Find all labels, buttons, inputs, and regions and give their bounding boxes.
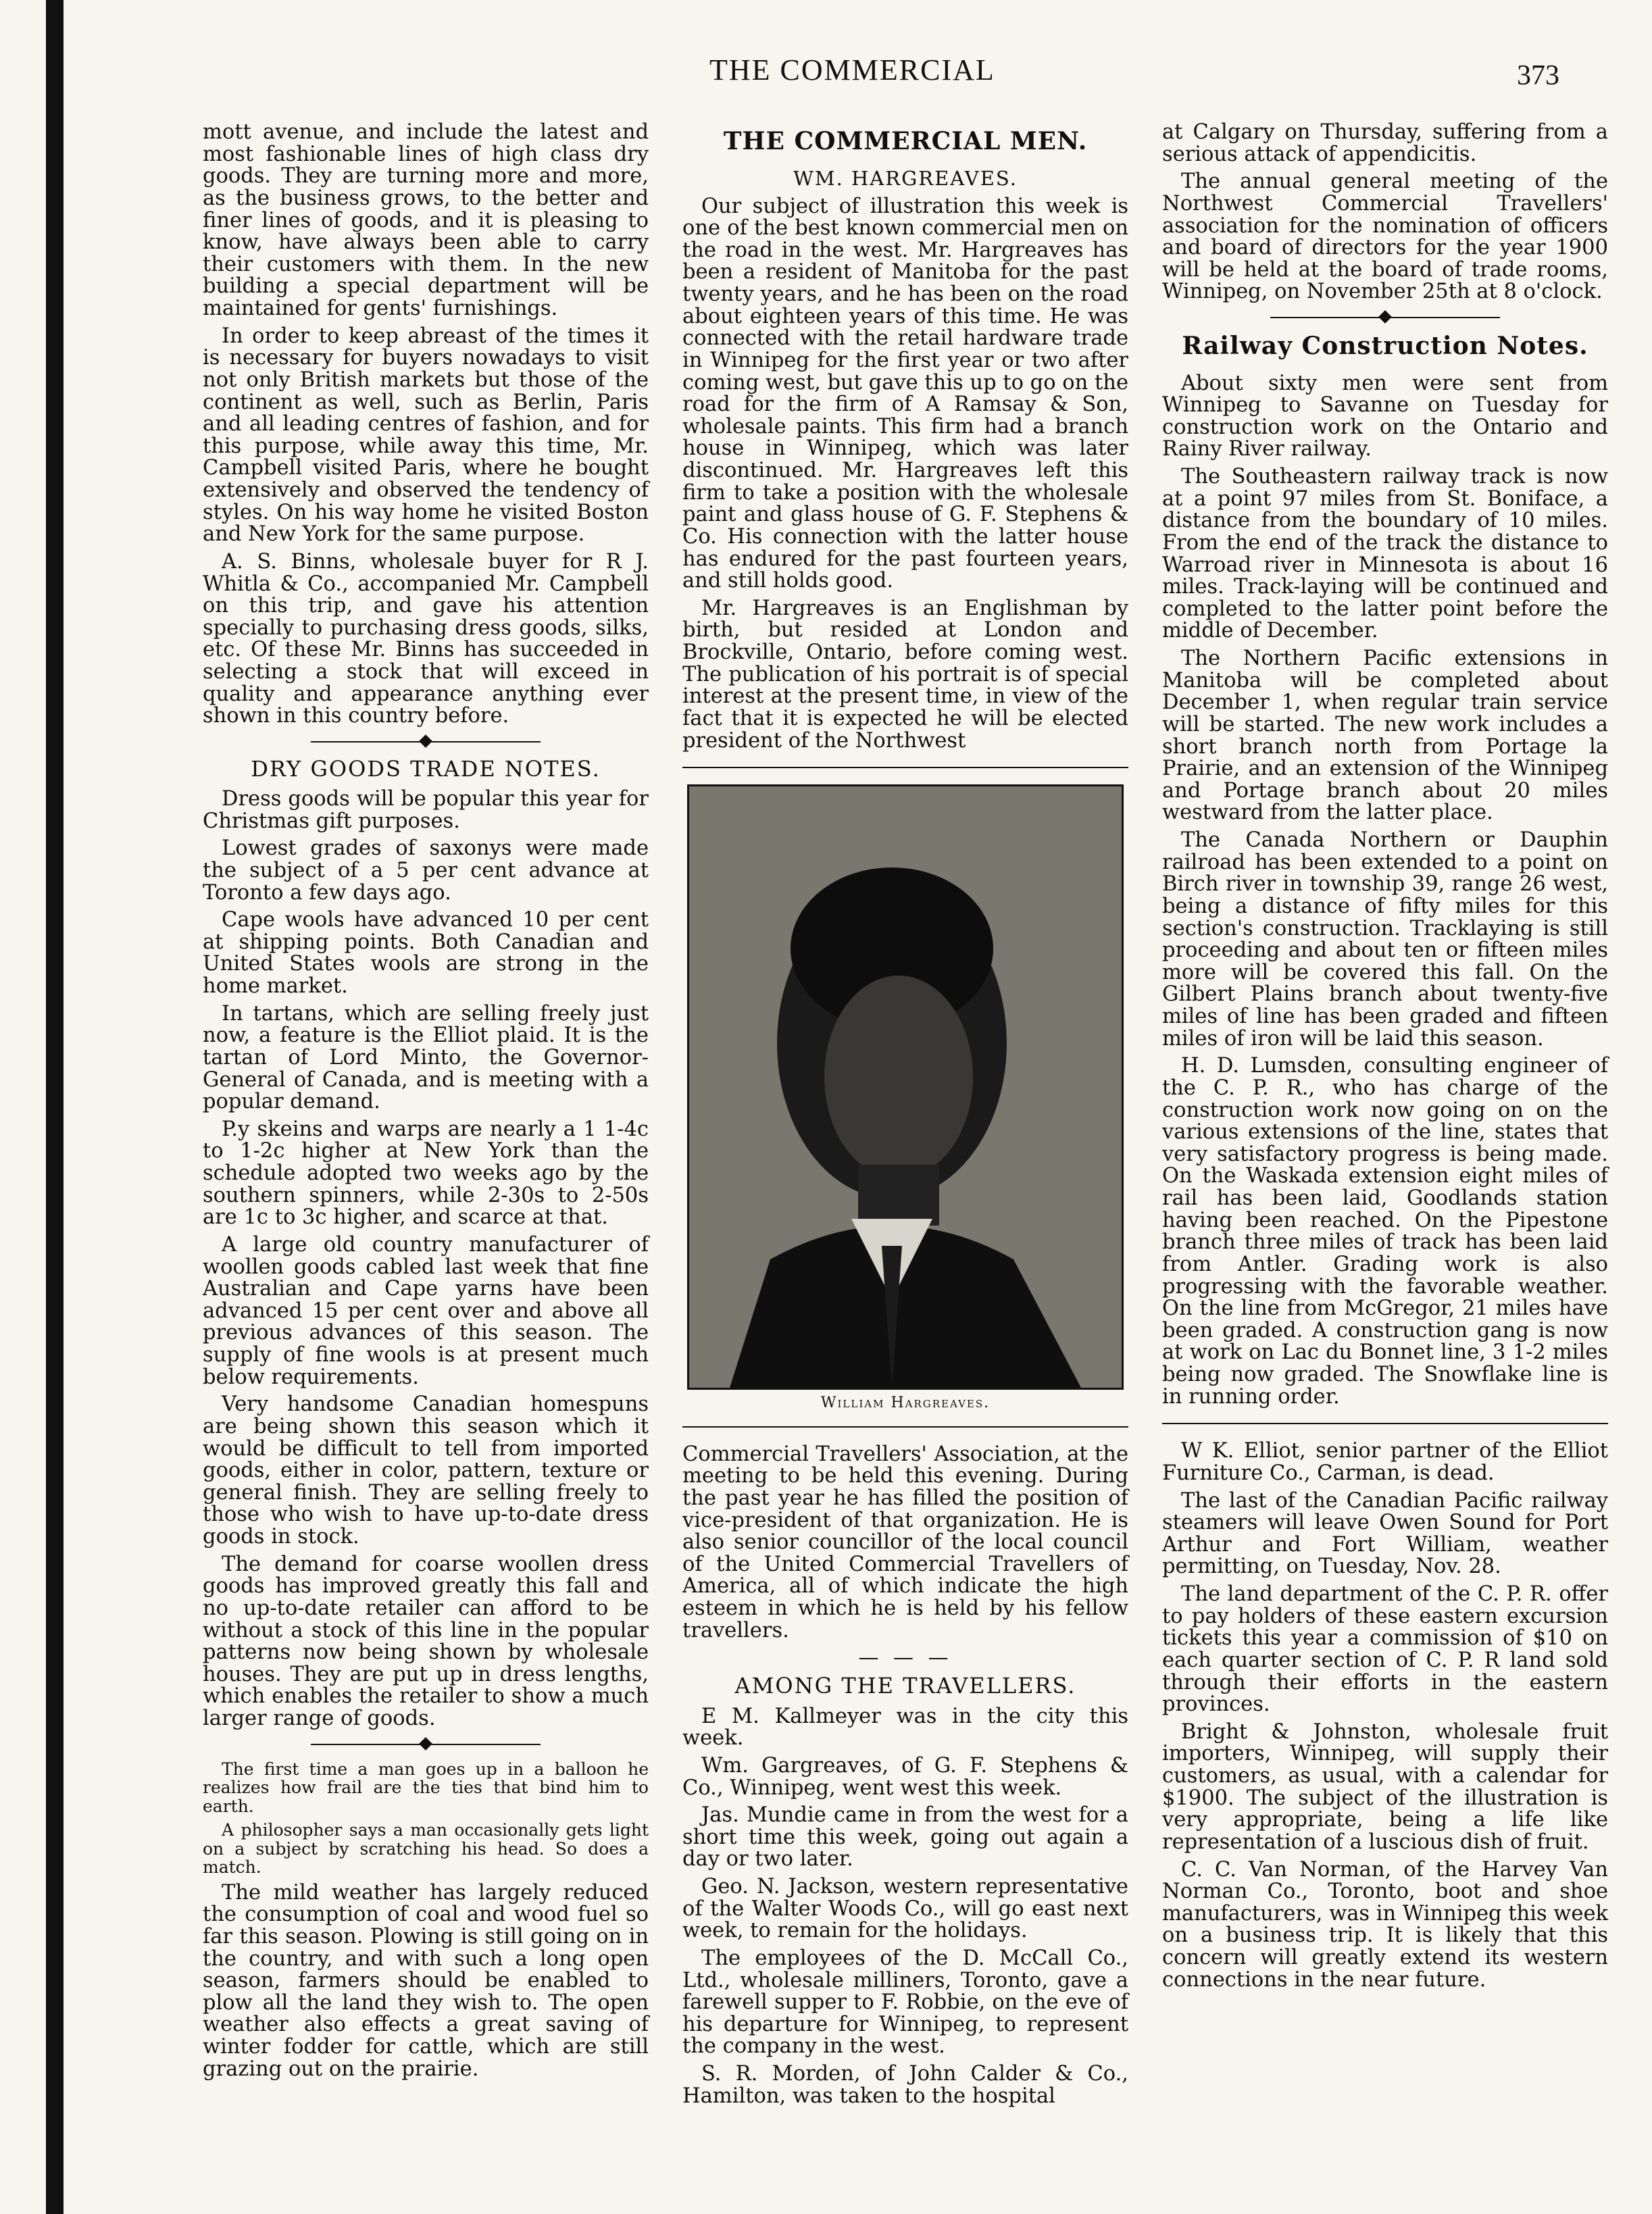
column-left	[203, 122, 649, 2086]
paragraph: The annual general meeting of the Northwest Commercial Travellers' association for the nomination of officers and board of directors for the year 1900 will be held at the board of trade rooms, Winnipeg, on November 25th at 8 o'clock.	[1162, 170, 1608, 304]
paragraph: A. S. Binns, wholesale buyer for R J. Whitla & Co., accompanied Mr. Campbell on this trip, and gave his attention specially to purchasing dress goods, silks, etc. Of these Mr. Binns has succeeded in selecting a stock that will exceed in quality and appearance anything ever shown in this country before.	[203, 549, 649, 728]
section-separator	[203, 733, 649, 751]
section-heading-travellers: AMONG THE TRAVELLERS.	[734, 1673, 1076, 1699]
news-item: The demand for coarse woollen dress goods has improved greatly this fall and no up-to-date retailer can afford to be without a stock of this line in the popular patterns now being shown by wholesale houses. They are put up in dress lengths, which enables the retailer to show a much larger range of goods.	[203, 1552, 649, 1731]
news-item: Dress goods will be popular this year for Christmas gift purposes.	[203, 787, 649, 833]
paragraph: Mr. Hargreaves is an Englishman by birth, but resided at London and Brockville, Ontario, before coming west. The publication of his portrait is of special interest at the present time, in view of the fact that it is expected he will be elected president of the Northwest	[682, 596, 1128, 753]
publication-title: THE COMMERCIAL	[709, 53, 995, 86]
section-separator	[1162, 309, 1608, 326]
news-item: The land department of the C. P. R. offer to pay holders of these eastern excursion tickets this year a commission of $10 on each quarter section of C. P. R land sold through their efforts in the eastern provinces.	[1162, 1582, 1608, 1717]
news-item: A large old country manufacturer of woollen goods cabled last week that fine Australian and Cape yarns have been advanced 15 per cent over and above all previous advances of this season. The supply of fine wools is at present much below requirements.	[203, 1232, 649, 1389]
filler-item: A philosopher says a man occasionally gets light on a subject by scratching his head. So does a match.	[203, 1820, 649, 1878]
section-separator: — — —	[858, 1646, 953, 1670]
news-item: Lowest grades of saxonys were made the subject of a 5 per cent advance at Toronto a few days ago.	[203, 836, 649, 905]
paragraph: Our subject of illustration this week is one of the best known commercial men on the road in the west. Mr. Hargreaves has been a resident of Manitoba for the past twenty years, and he has been on the road about eighteen years of this time. He was connected with the retail hardware trade in Winnipeg for the first year or two after coming west, but gave this up to go on the road for the firm of A Ramsay & Son, wholesale paints. This firm had a branch house in Winnipeg, which was later discontinued. Mr. Hargreaves left this firm to take a position with the wholesale paint and glass house of G. F. Stephens & Co. His connection with the latter house has endured for the past fourteen years, and still holds good.	[682, 194, 1128, 593]
page-header	[0, 53, 1652, 107]
news-item: The Canada Northern or Dauphin railroad has been extended to a point on Birch river in township 39, range 26 west, being a distance of fifty miles for this section's construction. Tracklaying is still proceeding and about ten or fifteen miles more will be covered this fall. On the Gilbert Plains branch about twenty-five miles of line has been graded and fifteen miles of iron will be laid this season.	[1162, 828, 1608, 1051]
horizontal-rule	[682, 1426, 1128, 1428]
news-item: H. D. Lumsden, consulting engineer of the C. P. R., who has charge of the construction work now going on on the various extensions of the line, states that very satisfactory progress is being made. On the Waskada extension eight miles of rail has been laid, Goodlands station having been reached. On the Pipestone branch three miles of track has been laid from Antler. Grading work is also progressing with the favorable weather. On the line from McGregor, 21 miles have been graded. A construction gang is now at work on Lac du Bonnet line, 3 1-2 miles being now graded. The Snowflake line is in running order.	[1162, 1054, 1608, 1409]
news-item: W K. Elliot, senior partner of the Elliot Furniture Co., Carman, is dead.	[1162, 1439, 1608, 1485]
portrait-illustration	[689, 786, 1122, 1388]
news-item: C. C. Van Norman, of the Harvey Van Norman Co., Toronto, boot and shoe manufacturers, was in Winnipeg this week on a business trip. It is likely that this concern will greatly extend its western connections in the near future.	[1162, 1857, 1608, 1992]
news-item: Very handsome Canadian homespuns are being shown this season which it would be difficult to tell from imported goods, either in color, pattern, texture or general finish. They are selling freely to those who wish to have up-to-date dress goods in stock.	[203, 1392, 649, 1549]
horizontal-rule	[1162, 1423, 1608, 1424]
news-item: In tartans, which are selling freely just now, a feature is the Elliot plaid. It is the tartan of Lord Minto, the Governor-General of Canada, and is meeting with a popular demand.	[203, 1001, 649, 1114]
portrait-photo	[687, 784, 1124, 1390]
news-item: E M. Kallmeyer was in the city this week.	[682, 1704, 1128, 1751]
section-separator	[203, 1736, 649, 1753]
section-heading-dry-goods: DRY GOODS TRADE NOTES.	[251, 755, 601, 782]
news-item: S. R. Morden, of John Calder & Co., Hamilton, was taken to the hospital	[682, 2062, 1128, 2108]
article-subheading: WM. HARGREAVES.	[793, 166, 1018, 190]
news-item: Geo. N. Jackson, western representative of the Walter Woods Co., will go east next week, to remain for the holidays.	[682, 1875, 1128, 1943]
news-item: Jas. Mundie came in from the west for a short time this week, going out again a day or two later.	[682, 1803, 1128, 1871]
news-item: The Southeastern railway track is now at a point 97 miles from St. Boniface, a distance from the boundary of 10 miles. From the end of the track the distance to Warroad river in Minnesota is about 16 miles. Track-laying will be continued and completed to the latter point before the middle of December.	[1162, 465, 1608, 643]
paragraph: mott avenue, and include the latest and most fashionable lines of high class dry goods. They are turning more and more, as the business grows, to the better and finer lines of goods, and it is pleasing to know, have always been able to carry their customers with them. In the new building a special department will be maintained for gents' furnishings.	[203, 120, 649, 320]
news-item: Bright & Johnston, wholesale fruit importers, Winnipeg, will supply their customers, as usual, with a calendar for $1900. The subject of the illustration is very appropriate, being a life like representation of a luscious dish of fruit.	[1162, 1719, 1608, 1854]
column-right	[1162, 122, 1608, 1996]
news-item: Wm. Gargreaves, of G. F. Stephens & Co., Winnipeg, went west this week.	[682, 1753, 1128, 1800]
page-number: 373	[1517, 60, 1559, 91]
section-heading-railway: Railway Construction Notes.	[1182, 332, 1588, 360]
horizontal-rule	[682, 767, 1128, 768]
page-binding-edge	[46, 0, 64, 2214]
news-item: P.y skeins and warps are nearly a 1 1-4c to 1-2c higher at New York than the schedule adopted two weeks ago by the southern spinners, while 2-30s to 2-50s are 1c to 3c higher, and scarce at that.	[203, 1117, 649, 1230]
news-item: The employees of the D. McCall Co., Ltd., wholesale milliners, Toronto, gave a farewell supper to F. Robbie, on the eve of his departure for Winnipeg, to represent the company in the west.	[682, 1946, 1128, 2059]
column-middle	[682, 122, 1128, 2113]
news-item: The Northern Pacific extensions in Manitoba will be completed about December 1, when regular train service will be started. The new work includes a short branch north from Portage la Prairie, and an extension of the Winnipeg and Portage branch about 20 miles westward from the latter place.	[1162, 647, 1608, 825]
news-item: Cape wools have advanced 10 per cent at shipping points. Both Canadian and United States wools are strong in the home market.	[203, 908, 649, 999]
portrait-caption: William Hargreaves.	[820, 1394, 991, 1412]
paragraph: The mild weather has largely reduced the consumption of coal and wood fuel so far this season. Plowing is still going on in the country, and with such a long open season, farmers should be enabled to plow all the land they wish to. The open weather also effects a great saving of winter fodder for cattle, which are still grazing out on the prairie.	[203, 1880, 649, 2081]
filler-item: The first time a man goes up in a balloon he realizes how frail are the ties that bind him to earth.	[203, 1759, 649, 1816]
paragraph: Commercial Travellers' Association, at the meeting to be held this evening. During the past year he has filled the position of vice-president of that organization. He is also senior councillor of the local council of the United Commercial Travellers of America, all of which indicate the high esteem in which he is held by his fellow travellers.	[682, 1442, 1128, 1642]
paragraph: In order to keep abreast of the times it is necessary for buyers nowadays to visit not only British markets but those of the continent as well, such as Berlin, Paris and all leading centres of fashion, and for this purpose, while away this time, Mr. Campbell visited Paris, where he bought extensively and observed the tendency of styles. On his way home he visited Boston and New York for the same purpose.	[203, 324, 649, 547]
section-heading-commercial-men: THE COMMERCIAL MEN.	[723, 127, 1088, 155]
news-item: About sixty men were sent from Winnipeg to Savanne on Tuesday for construction work on the Ontario and Rainy River railway.	[1162, 371, 1608, 461]
news-item: The last of the Canadian Pacific railway steamers will leave Owen Sound for Port Arthur and Fort William, weather permitting, on Tuesday, Nov. 28.	[1162, 1488, 1608, 1579]
paragraph: at Calgary on Thursday, suffering from a serious attack of appendicitis.	[1162, 120, 1608, 166]
